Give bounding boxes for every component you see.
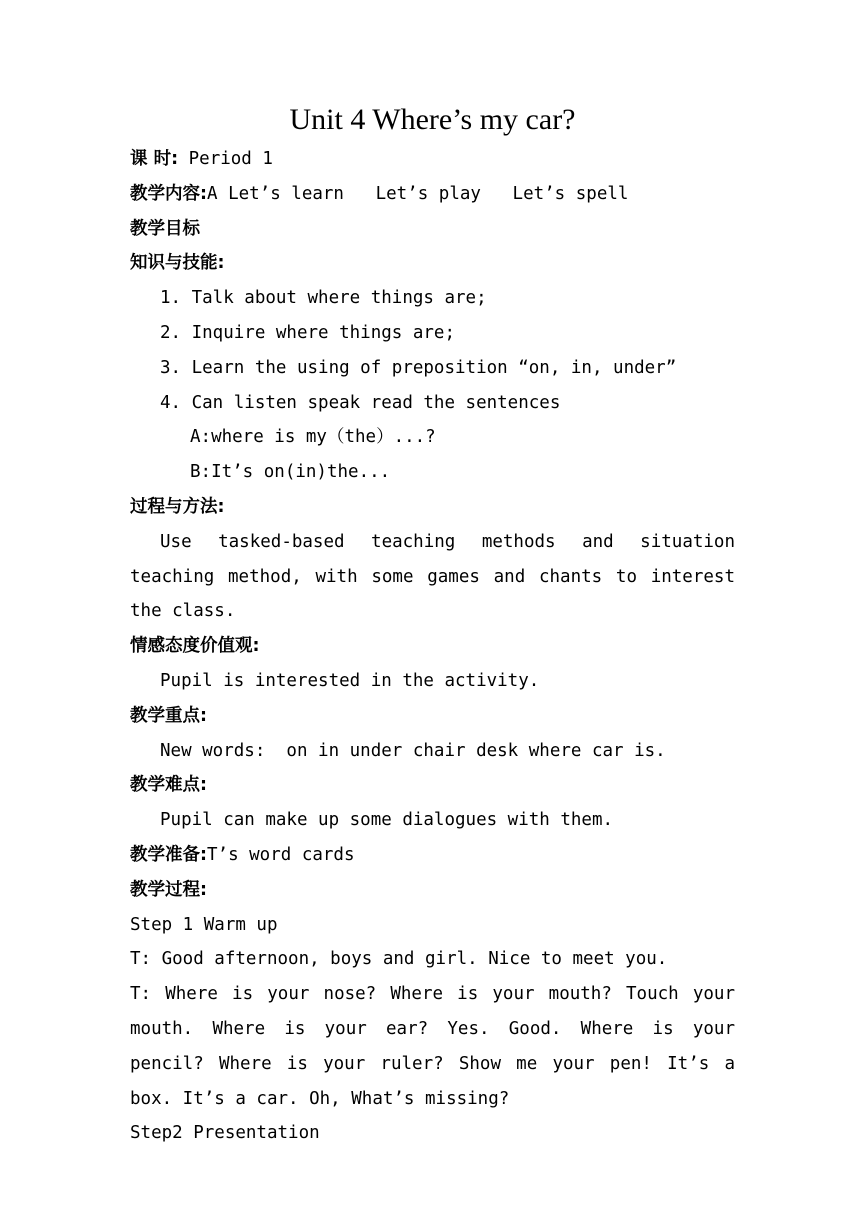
- knowledge-item: 4. Can listen speak read the sentences: [160, 392, 561, 413]
- prep-label: 教学准备:: [130, 844, 207, 865]
- prep-line: [130, 838, 735, 873]
- sentence-line: A:where is my（the）...?: [190, 427, 436, 448]
- key-heading: 教学重点:: [130, 705, 207, 726]
- step1-line: Step 1 Warm up: [130, 914, 278, 935]
- knowledge-item: 1. Talk about where things are;: [160, 288, 487, 309]
- dialogue-paragraph: T: Where is your nose? Where is your mouth? Touch your mouth. Where is your ear? Yes. Good. Where is your pencil? Where is your ruler? Show me your pen! It’s a box. It’s a car. Oh, What’s missing?: [130, 984, 735, 1109]
- knowledge-item: 3. Learn the using of preposition “on, in, under”: [160, 357, 677, 378]
- page-title: Unit 4 Where’s my car?: [289, 103, 576, 136]
- period-label: 课 时:: [130, 149, 179, 169]
- document-page: [130, 98, 735, 1151]
- difficult-text: Pupil can make up some dialogues with them.: [160, 810, 614, 831]
- knowledge-heading: 知识与技能:: [130, 253, 225, 274]
- content-label: 教学内容:: [130, 183, 207, 204]
- prep-value: T’s word cards: [207, 844, 355, 865]
- step2-line: Step2 Presentation: [130, 1123, 320, 1144]
- greeting-line: T: Good afternoon, boys and girl. Nice to meet you.: [130, 949, 668, 970]
- period-value: Period 1: [178, 149, 273, 169]
- key-text: New words: on in under chair desk where car is.: [160, 740, 666, 761]
- difficult-heading: 教学难点:: [130, 775, 207, 796]
- process-text: Use tasked-based teaching methods and situation teaching method, with some games and chants to interest the class.: [130, 531, 735, 622]
- emotion-text: Pupil is interested in the activity.: [160, 670, 540, 691]
- content-value: A Let’s learn Let’s play Let’s spell: [207, 183, 629, 204]
- content-line: [130, 177, 735, 212]
- objectives-heading: 教学目标: [130, 218, 200, 239]
- steps-heading: 教学过程:: [130, 879, 207, 900]
- knowledge-item: 2. Inquire where things are;: [160, 322, 456, 343]
- period-line: [130, 142, 735, 177]
- sentence-line: B:It’s on(in)the...: [190, 462, 391, 483]
- process-heading: 过程与方法:: [130, 496, 225, 517]
- emotion-heading: 情感态度价值观:: [130, 636, 260, 657]
